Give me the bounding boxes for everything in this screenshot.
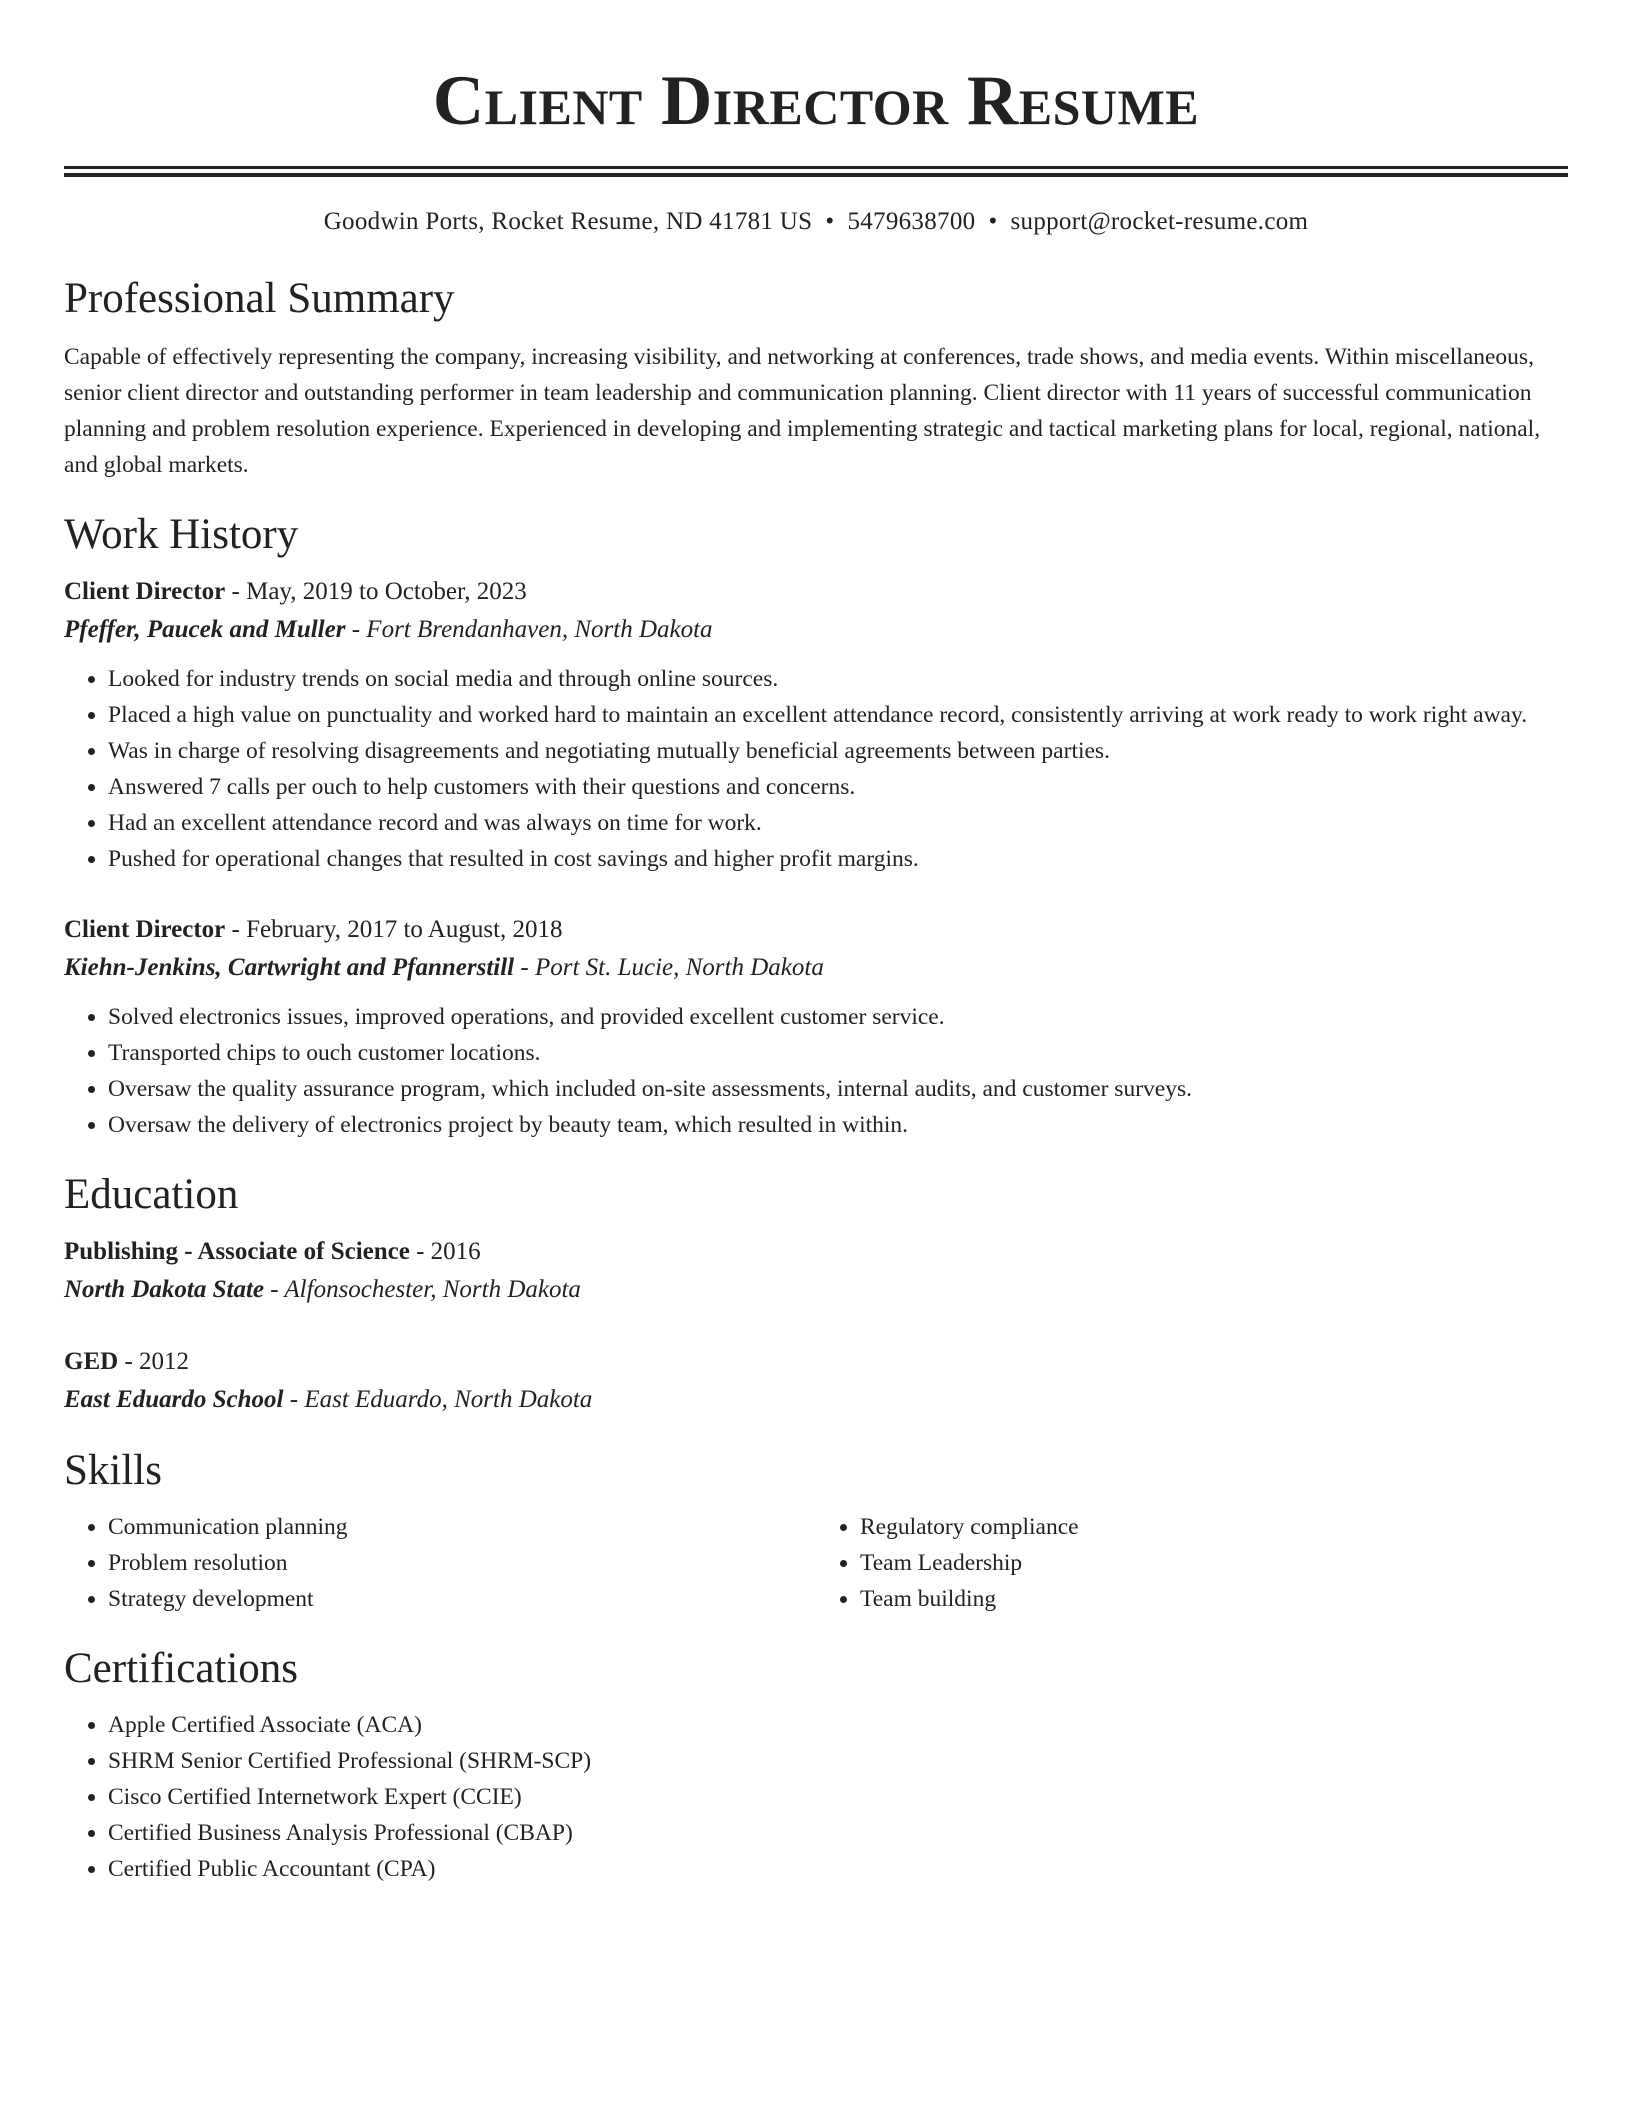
job-location: Port St. Lucie, North Dakota bbox=[534, 954, 824, 981]
list-item: • Strategy development bbox=[108, 1581, 816, 1617]
list-item: • Oversaw the quality assurance program, which included on-site assessments, internal audits, and customer surveys. bbox=[108, 1071, 1568, 1107]
dash: - bbox=[264, 1276, 285, 1303]
list-item: • Oversaw the delivery of electronics project by beauty team, which resulted in within. bbox=[108, 1107, 1568, 1143]
contact-phone: 5479638700 bbox=[847, 208, 976, 235]
school-line bbox=[64, 1271, 1568, 1309]
job-company-line bbox=[64, 611, 1568, 649]
list-item: • Apple Certified Associate (ACA) bbox=[108, 1707, 1568, 1743]
job-bullet-list bbox=[64, 661, 1568, 877]
list-item: • Answered 7 calls per ouch to help customers with their questions and concerns. bbox=[108, 769, 1568, 805]
degree-year: 2012 bbox=[139, 1348, 190, 1375]
list-item: • Communication planning bbox=[108, 1509, 816, 1545]
dash: - bbox=[345, 616, 367, 643]
school-name: East Eduardo School bbox=[64, 1386, 284, 1413]
list-item: • Had an excellent attendance record and was always on time for work. bbox=[108, 805, 1568, 841]
summary-heading: Professional Summary bbox=[64, 275, 455, 322]
list-item: • Pushed for operational changes that resulted in cost savings and higher profit margins. bbox=[108, 841, 1568, 877]
degree-year: 2016 bbox=[430, 1238, 481, 1265]
list-item: • Team Leadership bbox=[860, 1545, 1568, 1581]
contact-email: support@rocket-resume.com bbox=[1010, 208, 1309, 235]
dash: - bbox=[225, 578, 247, 605]
school-location: East Eduardo, North Dakota bbox=[304, 1386, 593, 1413]
resume-title: Client Director Resume bbox=[432, 62, 1200, 140]
skills-grid bbox=[64, 1509, 1568, 1617]
degree: GED bbox=[64, 1348, 119, 1375]
contact-line bbox=[64, 205, 1568, 239]
education-heading: Education bbox=[64, 1171, 239, 1218]
job-location: Fort Brendanhaven, North Dakota bbox=[366, 616, 713, 643]
list-item: • Was in charge of resolving disagreements and negotiating mutually beneficial agreements between parties. bbox=[108, 733, 1568, 769]
job-bullet-list bbox=[64, 999, 1568, 1143]
skills-list-right bbox=[816, 1509, 1568, 1617]
dash: - bbox=[283, 1386, 305, 1413]
contact-address: Goodwin Ports, Rocket Resume, ND 41781 US bbox=[323, 208, 813, 235]
job-dates: May, 2019 to October, 2023 bbox=[246, 578, 527, 605]
list-item: • SHRM Senior Certified Professional (SHRM-SCP) bbox=[108, 1743, 1568, 1779]
list-item: • Transported chips to ouch customer locations. bbox=[108, 1035, 1568, 1071]
school-line bbox=[64, 1381, 1568, 1419]
certifications-list bbox=[64, 1707, 1568, 1887]
degree-line bbox=[64, 1343, 1568, 1381]
list-item: • Cisco Certified Internetwork Expert (CCIE) bbox=[108, 1779, 1568, 1815]
job-company: Pfeffer, Paucek and Muller bbox=[64, 616, 346, 643]
job-company-line bbox=[64, 949, 1568, 987]
school-location: Alfonsochester, North Dakota bbox=[284, 1276, 581, 1303]
job-title-line bbox=[64, 911, 1568, 949]
degree: Publishing - Associate of Science bbox=[64, 1238, 410, 1265]
skills-list-left bbox=[64, 1509, 816, 1617]
school-name: North Dakota State bbox=[64, 1276, 265, 1303]
work-history-heading: Work History bbox=[64, 511, 299, 558]
job-dates: February, 2017 to August, 2018 bbox=[246, 916, 563, 943]
education-entry bbox=[64, 1233, 1568, 1309]
degree-line bbox=[64, 1233, 1568, 1271]
dash: - bbox=[225, 916, 247, 943]
skills-heading: Skills bbox=[64, 1447, 162, 1494]
list-item: • Solved electronics issues, improved operations, and provided excellent customer service. bbox=[108, 999, 1568, 1035]
certifications-heading: Certifications bbox=[64, 1645, 299, 1692]
list-item: • Regulatory compliance bbox=[860, 1509, 1568, 1545]
list-item: • Problem resolution bbox=[108, 1545, 816, 1581]
education-entry bbox=[64, 1343, 1568, 1419]
job-title-line bbox=[64, 573, 1568, 611]
contact-separator: • bbox=[825, 208, 835, 235]
title-double-rule bbox=[64, 166, 1568, 177]
list-item: • Certified Public Accountant (CPA) bbox=[108, 1851, 1568, 1887]
list-item: • Looked for industry trends on social media and through online sources. bbox=[108, 661, 1568, 697]
list-item: • Team building bbox=[860, 1581, 1568, 1617]
job-title: Client Director bbox=[64, 916, 226, 943]
job-entry bbox=[64, 573, 1568, 877]
dash: - bbox=[409, 1238, 431, 1265]
job-company: Kiehn-Jenkins, Cartwright and Pfannerstill bbox=[64, 954, 515, 981]
job-entry bbox=[64, 911, 1568, 1143]
dash: - bbox=[118, 1348, 140, 1375]
contact-separator: • bbox=[988, 208, 998, 235]
list-item: • Placed a high value on punctuality and worked hard to maintain an excellent attendance record, consistently arriving at work ready to work right away. bbox=[108, 697, 1568, 733]
summary-text: Capable of effectively representing the company, increasing visibility, and networking at conferences, trade shows, and media events. Within miscellaneous, senior client director and outstanding performer in team leadership and communication planning. Client director with 11 years of successful communication planning and problem resolution experience. Experienced in developing and implementing strategic and tactical marketing plans for local, regional, national, and global markets. bbox=[64, 344, 1541, 478]
list-item: • Certified Business Analysis Professional (CBAP) bbox=[108, 1815, 1568, 1851]
dash: - bbox=[514, 954, 535, 981]
job-title: Client Director bbox=[64, 578, 226, 605]
